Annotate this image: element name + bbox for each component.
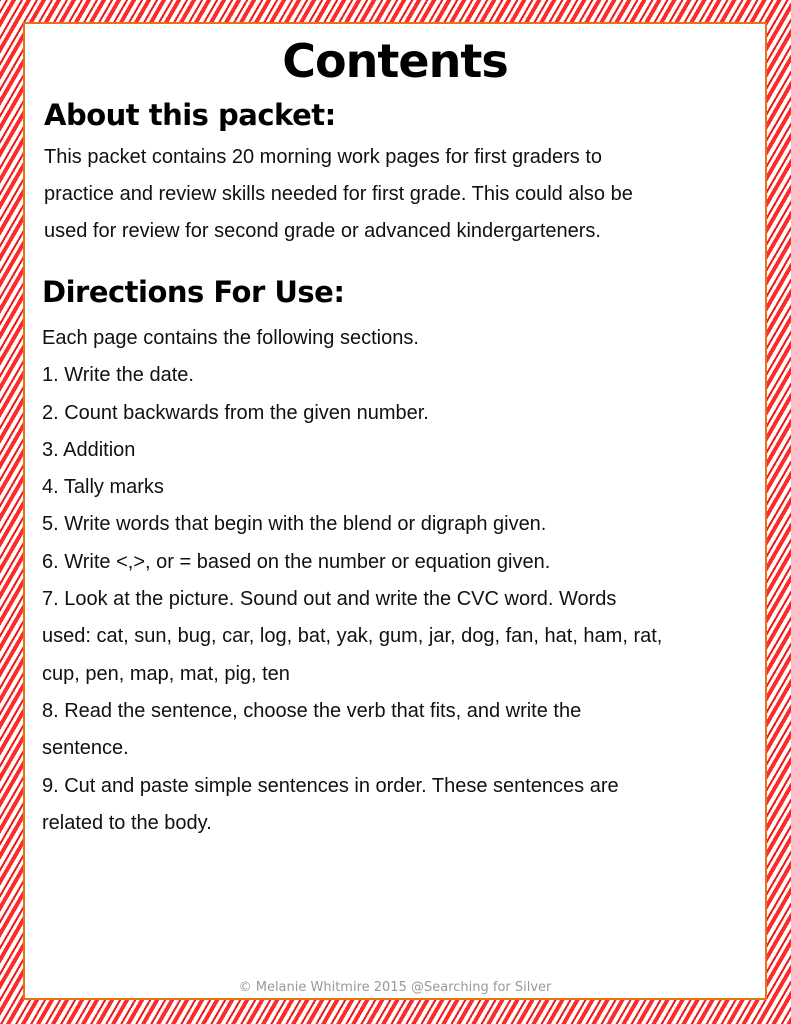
directions-item: 5. Write words that begin with the blend or digraph given.	[42, 513, 547, 536]
about-heading: About this packet:	[44, 98, 336, 132]
directions-item: 4. Tally marks	[42, 476, 164, 499]
directions-item: cup, pen, map, mat, pig, ten	[42, 662, 290, 685]
about-line: used for review for second grade or advanced kindergarteners.	[44, 220, 601, 242]
directions-item: sentence.	[42, 737, 129, 760]
page-title: Contents	[282, 34, 508, 88]
directions-item: 8. Read the sentence, choose the verb that fits, and write the	[42, 699, 582, 722]
about-text	[44, 139, 744, 250]
copyright-footer: © Melanie Whitmire 2015 @Searching for Silver	[238, 980, 552, 995]
directions-item: 9. Cut and paste simple sentences in order. These sentences are	[42, 774, 619, 797]
directions-item: used: cat, sun, bug, car, log, bat, yak, gum, jar, dog, fan, hat, ham, rat,	[42, 625, 663, 648]
about-line: This packet contains 20 morning work pages for first graders to	[44, 146, 603, 168]
document-page	[23, 22, 767, 1000]
directions-item: 1. Write the date.	[42, 364, 194, 387]
directions-item: 2. Count backwards from the given number.	[42, 401, 429, 424]
directions-list	[42, 320, 762, 842]
directions-line: Each page contains the following sections.	[42, 327, 419, 349]
directions-item: 7. Look at the picture. Sound out and write the CVC word. Words	[42, 588, 617, 611]
about-line: practice and review skills needed for first grade. This could also be	[44, 183, 633, 205]
directions-item: 3. Addition	[42, 438, 136, 461]
directions-heading: Directions For Use:	[42, 275, 345, 309]
directions-item: related to the body.	[42, 811, 212, 834]
directions-item: 6. Write <,>, or = based on the number or equation given.	[42, 550, 551, 573]
